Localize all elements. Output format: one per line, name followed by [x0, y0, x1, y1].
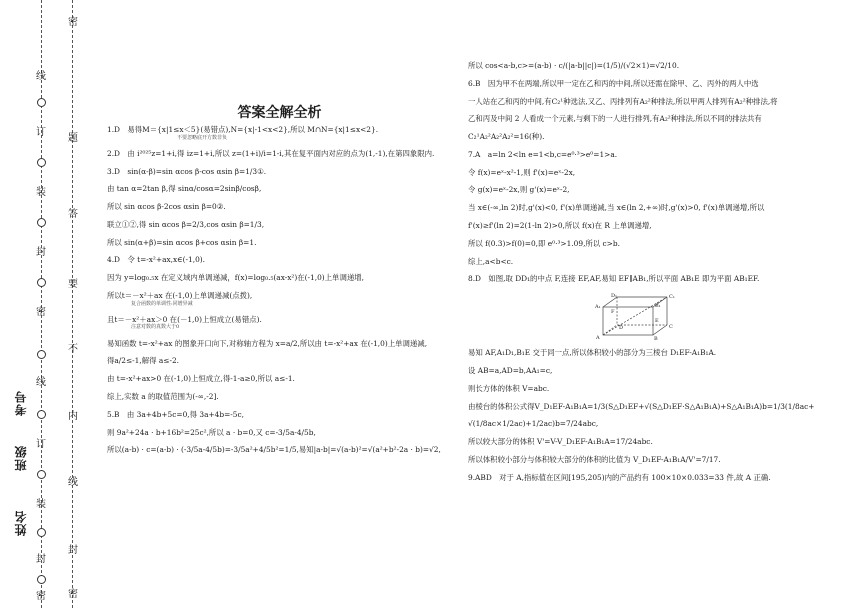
solution-line: 令 f(x)=eˣ-x²-1,则 f'(x)=eˣ-2x, [468, 167, 576, 177]
page-title: 答案全解全析 [237, 105, 322, 121]
solution-line: 3.D sin(α-β)=sin αcos β-cos αsin β=1/3①. [107, 166, 267, 176]
solution-line: 综上,a<b<c. [468, 256, 514, 266]
cube-edge [653, 325, 667, 335]
solution-line: 8.D 如图,取 DD₁的中点 F,连接 EF,AF,易知 EF∥AB₁,所以平面 AB₁E 即为平面 AB₁EF. [468, 274, 760, 284]
solution-line: 设 AB=a,AD=b,AA₁=c, [468, 365, 553, 375]
solution-line: 5.B 由 3a+4b+5c=0,得 3a+4b=-5c, [107, 409, 244, 419]
seal-char: 线 [36, 377, 46, 388]
solution-line: 由 t=-x²+ax>0 在(-1,0)上恒成立,得-1-a≥0,所以 a≤-1. [107, 374, 295, 384]
annotation-note: 注意对数的真数大于0 [131, 324, 180, 331]
inner-char: 封 [68, 545, 78, 556]
inner-char: 密 [68, 589, 78, 600]
vertex-label: F [610, 309, 614, 316]
solution-line: √(1/8ac×1/2ac)+1/2ac)b=7/24abc, [468, 419, 599, 429]
solution-line: 则长方体的体积 V=abc. [468, 383, 550, 393]
solution-line: 所以较大部分的体积 V'=V-V_D₁EF-A₁B₁A=17/24abc. [468, 437, 653, 447]
seal-char: 密 [36, 307, 46, 318]
solution-line: 所以 cos<a-b,c>=(a-b) · c/(|a-b||c|)=(1/5)/(√2×1)=√2/10. [468, 61, 680, 70]
solution-line: 令 g(x)=eˣ-2x,则 g'(x)=eˣ-2, [468, 185, 570, 195]
solution-line: 2.D 由 i²⁰²⁵z=1+i,得 iz=1+i,所以 z=(1+i)/i=1-i,其在复平面内对应的点为(1,-1),在第四象限内. [107, 148, 435, 158]
seal-char: 订 [36, 439, 46, 450]
solution-line: C₂¹A₂²A₂²A₂²=16(种). [468, 132, 545, 142]
seal-char: 装 [36, 187, 46, 198]
solution-line: 联立①②,得 sin αcos β=2/3,cos αsin β=1/3, [107, 219, 265, 229]
solution-line: 所以 sin(α+β)=sin αcos β+cos αsin β=1. [107, 237, 257, 247]
solution-line: 所以 sin αcos β-2cos αsin β=0②. [107, 202, 226, 212]
inner-char: 题 [68, 133, 78, 144]
solution-line: 1.D 易得M＝{x|1≤x＜5}(易错点),N={x|-1<x<2},所以 M∩N={x|1≤x<2}. 不要忽略底开方数非负 [107, 126, 452, 141]
solution-line: 则 9a²+24a · b+16b²=25c²,所以 a · b=0,又 c=-3/5a-4/5b, [107, 427, 316, 437]
solution-line: 一人站在乙和丙的中间,有C₂¹种选法,又乙、丙排列有A₂²种排法,所以甲两人排列有A₂²种排法,将 [468, 96, 778, 106]
solution-line: 6.B 因为甲不在两端,所以甲一定在乙和丙的中间,所以还需在除甲、乙、丙外的两人中选 [468, 78, 759, 88]
seal-char: 封 [36, 247, 46, 258]
binding-strip [0, 0, 86, 608]
class-label: 班级 [14, 445, 28, 471]
solution-line: 且t＝－x²＋ax＞0 在(－1,0)上恒成立(易错点). 注意对数的真数大于0 [107, 316, 452, 331]
cuboid-figure [591, 293, 681, 341]
inner-char: 要 [68, 279, 78, 290]
name-label: 姓名 [14, 510, 28, 536]
vertex-label: A [595, 335, 600, 342]
left-column [107, 62, 452, 464]
solution-line: 易知函数 t=-x²+ax 的图象开口向下,对称轴方程为 x=a/2,所以由 t=-x²+ax 在(-1,0)上单调递减, [107, 338, 428, 348]
outer-seal-line [41, 0, 42, 608]
seal-circle [37, 158, 46, 167]
seal-char: 密 [36, 591, 46, 602]
vertex-label: B₁ [654, 303, 661, 310]
solution-line: f'(x)≥f'(ln 2)=2(1-ln 2)>0,所以 f(x)在 R 上单调递增, [468, 221, 652, 231]
seal-circle [37, 528, 46, 537]
solution-line: 9.ABD 对于 A,指标值在区间[195,205)内的产品约有 100×10×0.033=33 件,故 A 正确. [468, 472, 771, 482]
seal-circle [37, 575, 46, 584]
annotation-note: 复合函数的单调性:同增异减 [131, 300, 193, 307]
solution-line: 易知 AF,A₁D₁,B₁E 交于同一点,所以体积较小的部分为三棱台 D₁EF-A₁B₁A. [468, 348, 717, 358]
solution-line: 得a/2≤-1,解得 a≤-2. [107, 356, 180, 366]
solution-line: 7.A a=ln 2<ln e=1<b,c=e⁰·³>e⁰=1>a. [468, 149, 618, 159]
solution-line: 所以体积较小部分与体积较大部分的体积的比值为 V_D₁EF-A₁B₁A/V'=7/17. [468, 454, 721, 464]
annotation-note: 不要忽略底开方数非负 [177, 134, 228, 141]
seal-circle [37, 278, 46, 287]
inner-char: 密 [68, 17, 78, 28]
inner-char: 内 [68, 411, 78, 422]
solution-line: 所以 f(0.3)>f(0)=0,即 e⁰·³>1.09,所以 c>b. [468, 238, 620, 248]
inner-char: 不 [68, 344, 78, 355]
seal-circle [37, 350, 46, 359]
vertex-label: D₁ [610, 293, 617, 300]
solution-line: 综上,实数 a 的取值范围为(-∞,-2]. [107, 391, 219, 401]
vertex-label: A₁ [594, 304, 601, 311]
solution-line: 当 x∈(-∞,ln 2)时,g'(x)<0, f'(x)单调递减,当 x∈(ln 2,+∞)时,g'(x)>0, f'(x)单调递增,所以 [468, 203, 765, 213]
seal-circle [37, 410, 46, 419]
solution-line: 乙和丙及中间 2 人看成一个元素,与剩下的一人进行排列,有A₂²种排法,所以不同的排法共有 [468, 114, 762, 124]
seal-circle [37, 98, 46, 107]
vertex-label: C [668, 324, 673, 331]
hidden-edge [603, 325, 617, 335]
seal-char: 订 [36, 127, 46, 138]
inner-seal-line [72, 0, 73, 608]
vertex-label: D [618, 325, 623, 332]
seal-circle [37, 470, 46, 479]
seal-char: 线 [36, 71, 46, 82]
seal-char: 装 [36, 499, 46, 510]
solution-line: 由 tan α=2tan β,得 sinα/cosα=2sinβ/cosβ, [107, 184, 262, 194]
solution-line: 所以t＝－x²＋ax 在(-1,0)上单调递减(点拨), 复合函数的单调性:同增异减 [107, 292, 452, 307]
exam-number-label: 考号 [14, 390, 28, 416]
vertex-label: E [654, 318, 659, 325]
inner-char: 线 [68, 477, 78, 488]
seal-char: 封 [36, 554, 46, 565]
vertex-label: B [653, 336, 658, 342]
vertex-label: C₁ [668, 294, 675, 301]
seal-circle [37, 218, 46, 227]
right-column [468, 61, 815, 491]
solution-line: 4.D 令 t=-x²+ax,x∈(-1,0). [107, 255, 206, 265]
solution-line: 因为 y=log₀.₅x 在定义域内单调递减，f(x)=log₀.₅(ax-x²)在(-1,0)上单调递增, [107, 273, 364, 283]
solution-line: 所以(a-b) · c=(a-b) · (-3/5a-4/5b)=-3/5a²+4/5b²=1/5,易知|a-b|=√(a-b)²=√(a²+b²-2a · b)=√2, [107, 445, 441, 455]
inner-char: 答 [68, 209, 78, 220]
solution-line: 由棱台的体积公式得V_D₁EF-A₁B₁A=1/3(S△D₁EF+√(S△D₁EF·S△A₁B₁A)+S△A₁B₁A)b=1/3(1/8ac+ [468, 401, 815, 411]
